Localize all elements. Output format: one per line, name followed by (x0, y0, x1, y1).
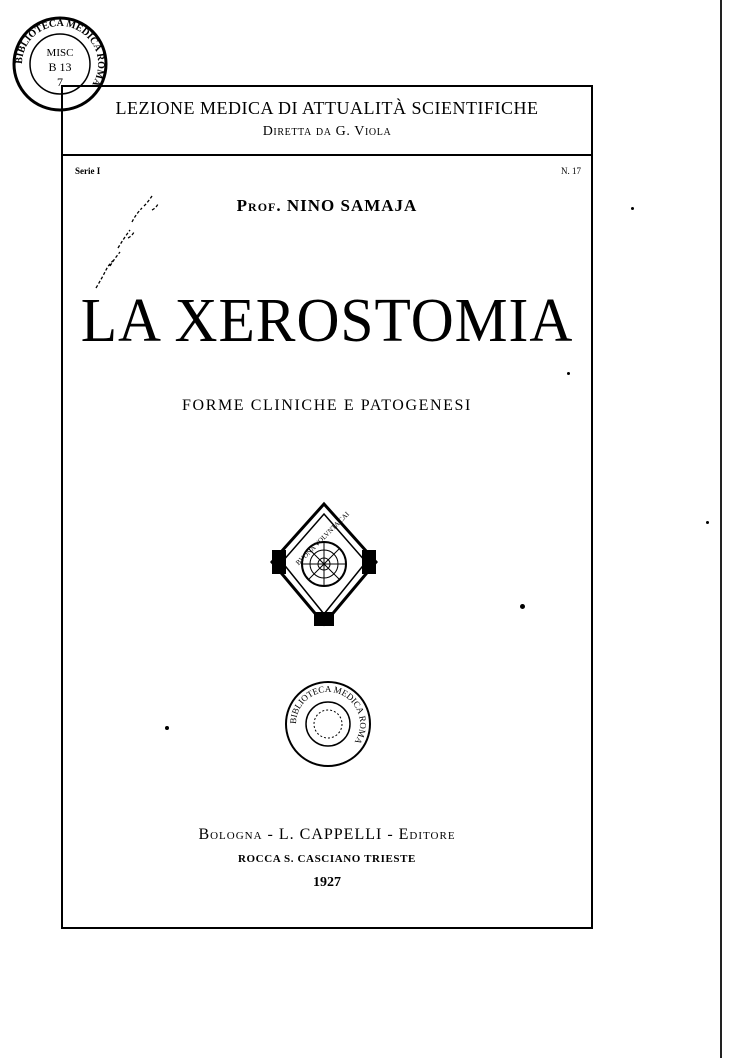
scan-speck (520, 604, 525, 609)
publisher-place: ROCCA S. CASCIANO TRIESTE (237, 853, 416, 865)
corner-stamp-code-1: MISC (46, 47, 74, 59)
center-stamp-text: BIBLIOTECA MEDICA ROMA (287, 683, 369, 747)
book-title: LA XEROSTOMIA (80, 287, 574, 355)
author-name: NINO SAMAJA (286, 196, 418, 215)
emblem-text: BVONA VOLVNTA CAI (294, 510, 351, 567)
library-stamp-center-icon (283, 678, 373, 770)
series-title: LEZIONE MEDICA DI ATTUALITÀ SCIENTIFICHE (115, 98, 539, 118)
scan-edge (720, 0, 722, 1058)
publisher-line: Bologna - L. CAPPELLI - Editore (198, 826, 456, 843)
author-line (61, 196, 593, 216)
scan-speck (567, 372, 570, 375)
header-rule (61, 154, 593, 156)
scan-speck (706, 521, 709, 524)
corner-stamp-code-3: 7 (57, 75, 63, 89)
number-label: N. 17 (561, 166, 581, 176)
publication-year: 1927 (313, 875, 341, 890)
publisher-emblem-icon (268, 500, 380, 630)
book-subtitle: FORME CLINICHE E PATOGENESI (182, 397, 472, 414)
scan-speck (631, 207, 634, 210)
series-label: Serie I (75, 166, 101, 176)
corner-stamp-text: BIBLIOTECA MEDICA ROMA (13, 17, 107, 89)
handwriting-text: Misc 13/7 (108, 248, 113, 249)
corner-stamp-code-2: B 13 (48, 60, 72, 74)
scan-speck (165, 726, 169, 730)
director-line: Diretta da G. Viola (262, 124, 392, 139)
author-prefix: Prof. (236, 196, 282, 215)
